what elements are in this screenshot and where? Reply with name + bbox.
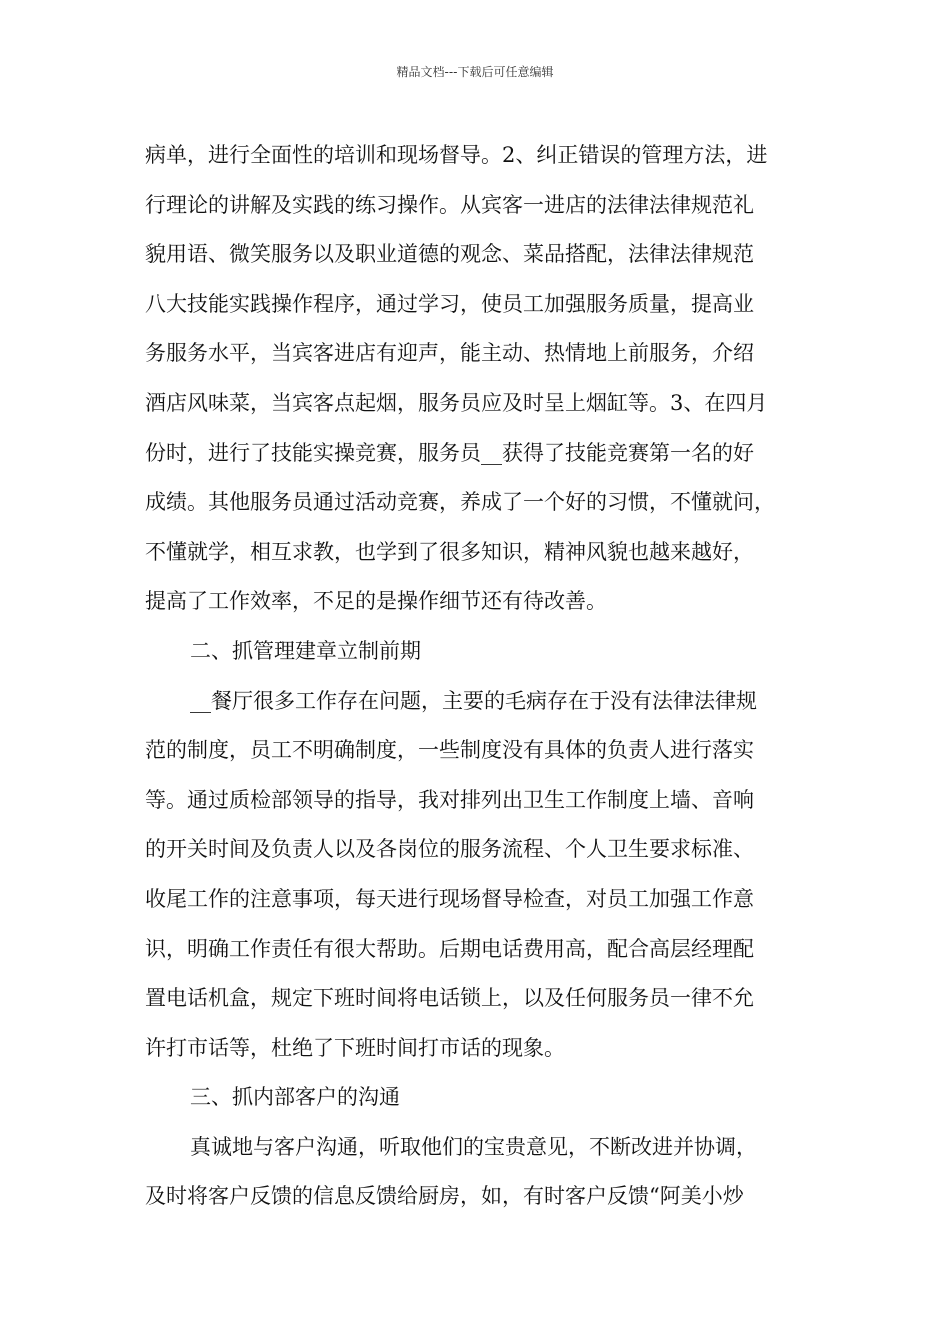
text-line: 份时，进行了技能实操竞赛，服务员__获得了技能竞赛第一名的好 (145, 440, 754, 465)
page-header: 精品文档---下载后可任意编辑 (396, 65, 554, 79)
text-line: 提高了工作效率，不足的是操作细节还有待改善。 (145, 589, 607, 614)
document-body (145, 131, 825, 1222)
text-line: 行理论的讲解及实践的练习操作。从宾客一进店的法律法律规范礼 (145, 192, 754, 217)
text-line: 识，明确工作责任有很大帮助。后期电话费用高，配合高层经理配 (145, 936, 754, 961)
text-line: 务服务水平，当宾客进店有迎声，能主动、热情地上前服务，介绍 (145, 341, 754, 366)
text-line: 不懂就学，相互求教，也学到了很多知识，精神风貌也越来越好， (145, 539, 754, 564)
text-line: 八大技能实践操作程序，通过学习，使员工加强服务质量，提高业 (145, 291, 754, 316)
text-line: 收尾工作的注意事项，每天进行现场督导检查，对员工加强工作意 (145, 886, 754, 911)
text-line: __餐厅很多工作存在问题，主要的毛病存在于没有法律法律规 (190, 688, 757, 713)
text-line: 范的制度，员工不明确制度，一些制度没有具体的负责人进行落实 (145, 738, 754, 763)
text-line: 成绩。其他服务员通过活动竞赛，养成了一个好的习惯，不懂就问， (145, 490, 775, 515)
text-line: 的开关时间及负责人以及各岗位的服务流程、个人卫生要求标准、 (145, 837, 754, 862)
text-line: 病单，进行全面性的培训和现场督导。2、纠正错误的管理方法，进 (145, 143, 768, 167)
text-line: 等。通过质检部领导的指导，我对排列出卫生工作制度上墙、音响 (145, 787, 754, 812)
text-line: 置电话机盒，规定下班时间将电话锁上，以及任何服务员一律不允 (145, 986, 754, 1011)
text-line: 酒店风味菜，当宾客点起烟，服务员应及时呈上烟缸等。3、在四月 (145, 390, 768, 415)
text-line: 及时将客户反馈的信息反馈给厨房，如，有时客户反馈“阿美小炒 (145, 1184, 744, 1209)
text-line: 貌用语、微笑服务以及职业道德的观念、菜品搭配，法律法律规范 (145, 242, 754, 267)
section-heading: 二、抓管理建章立制前期 (190, 638, 421, 663)
text-line: 许打市话等，杜绝了下班时间打市话的现象。 (145, 1035, 565, 1060)
section-heading: 三、抓内部客户的沟通 (190, 1085, 400, 1110)
text-line: 真诚地与客户沟通，听取他们的宝贵意见，不断改进并协调， (190, 1134, 757, 1159)
